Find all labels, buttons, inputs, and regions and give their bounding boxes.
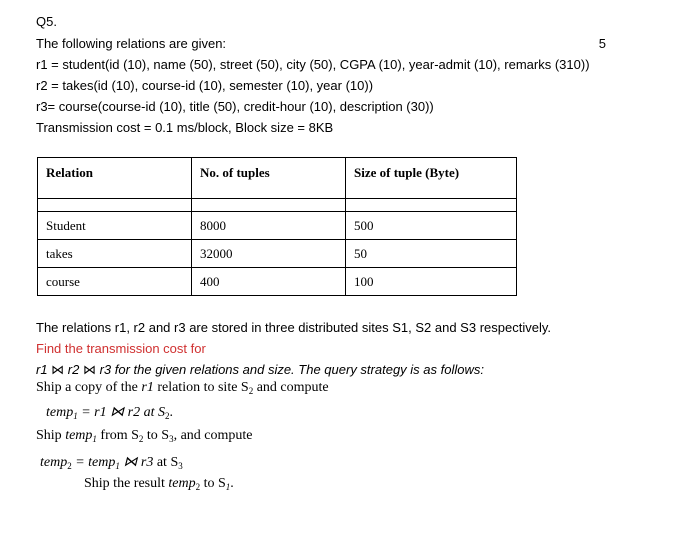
marks-value: 5 xyxy=(598,36,606,51)
query-text: r1 ⋈ r2 ⋈ r3 for the given relations and size. The query strategy is as follows: xyxy=(36,362,484,377)
cell-tuples: 400 xyxy=(192,268,346,296)
query-statement xyxy=(36,362,484,378)
table-spacer-row xyxy=(38,199,517,212)
cell-size: 100 xyxy=(346,268,517,296)
relation-r3: r3= course(course-id (10), title (50), credit-hour (10), description (30)) xyxy=(36,99,434,114)
cell-relation: takes xyxy=(38,240,192,268)
storage-statement: The relations r1, r2 and r3 are stored in three distributed sites S1, S2 and S3 respectively. xyxy=(36,320,551,335)
relation-r1: r1 = student(id (10), name (50), street (50), city (50), CGPA (10), year-admit (10), remarks (310)) xyxy=(36,57,590,72)
relation-r2: r2 = takes(id (10), course-id (10), semester (10), year (10)) xyxy=(36,78,374,93)
table-header-row xyxy=(38,158,517,199)
transmission-info: Transmission cost = 0.1 ms/block, Block size = 8KB xyxy=(36,120,334,135)
cell-size: 500 xyxy=(346,212,517,240)
strategy-step-2: Ship temp$_1$ from $S_2$ to $S_3$, and compute xyxy=(36,428,253,444)
cell-size: 50 xyxy=(346,240,517,268)
strategy-step-3: Ship the result temp$_2$ to $S_1$. xyxy=(84,476,234,492)
header-relation: Relation xyxy=(38,158,192,199)
task-prompt: Find the transmission cost for xyxy=(36,341,206,356)
question-label: Q5. xyxy=(36,14,57,29)
table-row xyxy=(38,240,517,268)
cell-tuples: 8000 xyxy=(192,212,346,240)
strategy-step-1: Ship a copy of the r1 relation to site $S_2$ and compute xyxy=(36,380,329,396)
table-row xyxy=(38,268,517,296)
temp1-equation: temp$_1$ = r1 ⋈ r2 at $S_2$. xyxy=(46,405,173,421)
question-intro: The following relations are given: xyxy=(36,36,227,51)
temp2-equation: temp$_2$ = temp$_1$ ⋈ r3 at $S_3$ xyxy=(40,455,183,471)
cell-tuples: 32000 xyxy=(192,240,346,268)
cell-relation: course xyxy=(38,268,192,296)
header-tuples: No. of tuples xyxy=(192,158,346,199)
relations-table xyxy=(37,157,517,296)
table-row xyxy=(38,212,517,240)
header-tuple-size: Size of tuple (Byte) xyxy=(346,158,517,199)
cell-relation: Student xyxy=(38,212,192,240)
